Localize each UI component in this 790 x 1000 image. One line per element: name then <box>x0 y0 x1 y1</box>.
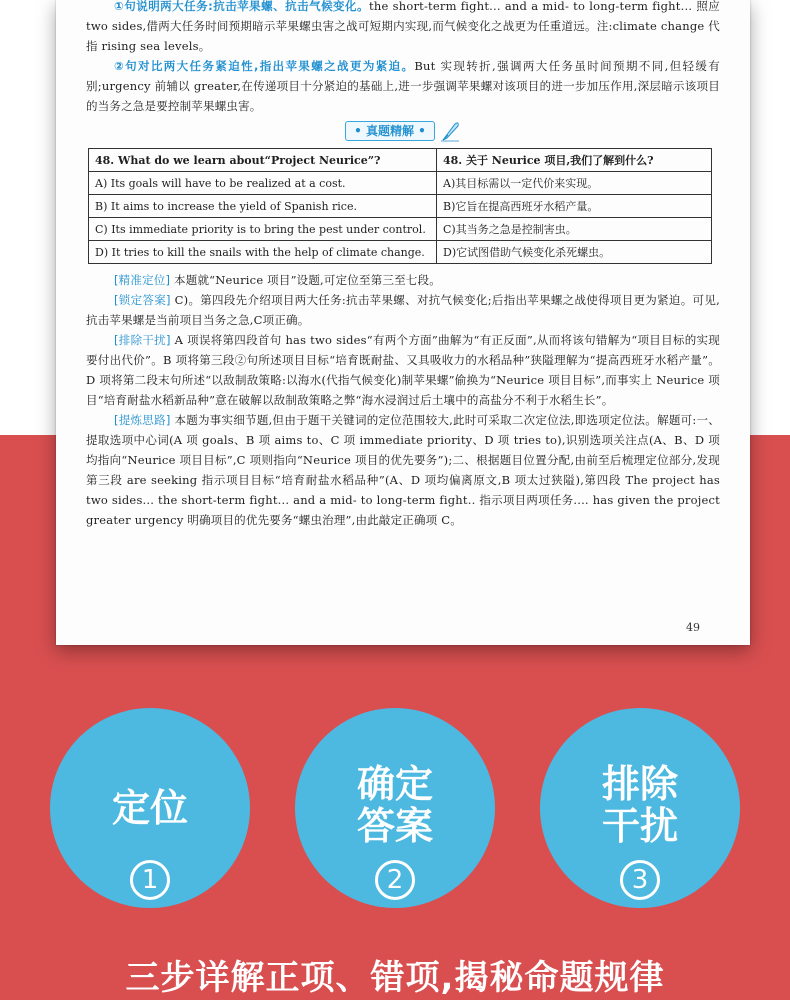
analysis-method-tag: [提炼思路] <box>114 413 171 427</box>
paragraph-2-text: But 实现转折,强调两大任务虽时间预期不同,但轻缓有别;urgency 前辅以 greater,在传递项目十分紧迫的基础上,进一步强调苹果螺对该项目的进一步加压作用,深层暗示该项目的当务之急是要控制苹果螺虫害。 <box>86 59 720 113</box>
question-zh: 48. 关于 Neurice 项目,我们了解到什么? <box>437 149 712 172</box>
section-label: • 真题精解 • <box>345 121 435 141</box>
step-circle-locate <box>50 708 250 908</box>
page-number: 49 <box>686 621 700 634</box>
step-circle-exclude <box>540 708 740 908</box>
step-2-number: 2 <box>375 860 415 900</box>
analysis-locate-tag: [精准定位] <box>114 273 171 287</box>
analysis-exclude-text: A 项误将第四段首句 has two sides“有两个方面”曲解为“有正反面”,从而将该句错解为“项目目标的实现要付出代价”。B 项将第三段②句所述项目目标“培育既耐盐、又具吸收力的水稻品种”狭隘理解为“提高西班牙水稻产量”。D 项将第二段末句所述“以敌制敌策略:以海水(代指气候变化)制苹果螺”偷换为“Neurice 项目目标”,而事实上 Neurice 项目“培育耐盐水稻新品种”意在破解以敌制敌策略之弊“海水浸润过后土壤中的高盐分不利于水稻生长”。 <box>86 333 720 407</box>
option-c-en: C) Its immediate priority is to bring the pest under control. <box>89 218 437 241</box>
analysis-exclude-tag: [排除干扰] <box>114 333 171 347</box>
analysis-answer-text: C)。第四段先介绍项目两大任务:抗击苹果螺、对抗气候变化;后指出苹果螺之战使得项目更为紧迫。可见,抗击苹果螺是当前项目当务之急,C项正确。 <box>86 293 720 327</box>
table-row <box>89 241 712 264</box>
option-c-zh: C)其当务之急是控制害虫。 <box>437 218 712 241</box>
table-row <box>89 172 712 195</box>
paragraph-1-marker: ①句说明两大任务:抗击苹果螺、抗击气候变化。 <box>114 0 370 13</box>
table-row <box>89 195 712 218</box>
analysis-locate <box>86 270 720 290</box>
option-b-zh: B)它旨在提高西班牙水稻产量。 <box>437 195 712 218</box>
step-2-label-line1: 确定 <box>356 762 433 806</box>
bottom-caption: 三步详解正项、错项,揭秘命题规律 <box>125 958 665 998</box>
option-d-en: D) It tries to kill the snails with the help of climate change. <box>89 241 437 264</box>
paragraph-1 <box>86 0 720 56</box>
option-b-en: B) It aims to increase the yield of Spanish rice. <box>89 195 437 218</box>
step-1-label: 定位 <box>111 786 188 830</box>
question-table <box>88 148 712 264</box>
top-paragraphs <box>86 0 720 116</box>
analysis-locate-text: 本题就“Neurice 项目”设题,可定位至第三至七段。 <box>174 273 441 287</box>
table-row <box>89 218 712 241</box>
step-1-number: 1 <box>130 860 170 900</box>
step-circle-answer <box>295 708 495 908</box>
analysis-exclude <box>86 330 720 410</box>
book-page <box>56 0 750 645</box>
table-header-row <box>89 149 712 172</box>
question-en: 48. What do we learn about“Project Neurice”? <box>89 149 437 172</box>
analysis-method-text: 本题为事实细节题,但由于题干关键词的定位范围较大,此时可采取二次定位法,即选项定位法。解题可:一、提取选项中心词(A 项 goals、B 项 aims to、C 项 immediate priority、D 项 tries to),识别选项关注点(A、B、D 项均指向“Neurice 项目目标”,C 项则指向“Neurice 项目的优先要务”);二、根据题目位置分配,由前至后梳理定位部分,发现第三段 are seeking 指示项目目标“培育耐盐水稻品种”(A、D 项均偏离原文,B 项太过狭隘),第四段 The project has two sides... the short-term fight... and a mid- to long-term fight.. 指示项目两项任务.... has given the project greater urgency 明确项目的优先要务“螺虫治理”,由此敲定正确项 C。 <box>86 413 720 527</box>
option-d-zh: D)它试图借助气候变化杀死螺虫。 <box>437 241 712 264</box>
option-a-zh: A)其目标需以一定代价来实现。 <box>437 172 712 195</box>
paragraph-2 <box>86 56 720 116</box>
section-heading <box>86 120 720 142</box>
step-3-number: 3 <box>620 860 660 900</box>
option-a-en: A) Its goals will have to be realized at a cost. <box>89 172 437 195</box>
paragraph-1-text: the short-term fight... and a mid- to long-term fight... 照应 two sides,借两大任务时间预期暗示苹果螺虫害之战可短期内实现,而气候变化之战更为任重道远。注:climate change 代指 rising sea levels。 <box>86 0 721 53</box>
paragraph-2-marker: ②句对比两大任务紧迫性,指出苹果螺之战更为紧迫。 <box>114 59 415 73</box>
step-3-label-line1: 排除 <box>601 762 678 806</box>
analysis-answer <box>86 290 720 330</box>
analysis-answer-tag: [锁定答案] <box>114 293 171 307</box>
page-content <box>86 0 720 530</box>
step-3-label-line2: 干扰 <box>601 804 678 848</box>
step-2-label-line2: 答案 <box>356 804 433 848</box>
quill-pen-icon <box>439 120 461 142</box>
analysis-section <box>86 270 720 530</box>
analysis-method <box>86 410 720 530</box>
